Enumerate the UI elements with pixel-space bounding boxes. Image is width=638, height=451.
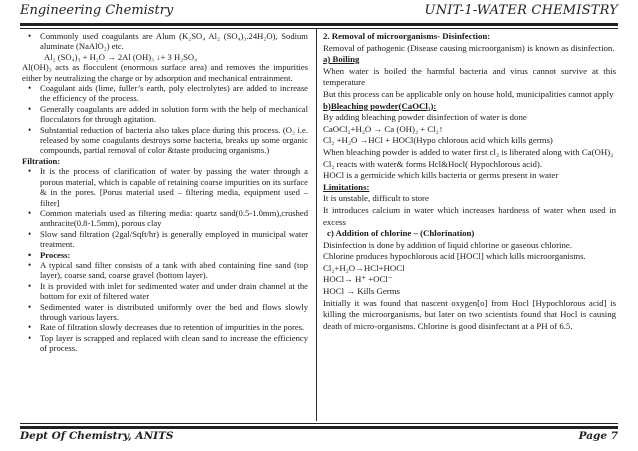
bleaching-heading: b)Bleaching powder(CaOCl₂): [323,100,437,111]
chlorination-text: Disinfection is done by addition of liquid chlorine or gaseous chlorine. [323,239,572,250]
page-number: Page 7 [578,430,618,442]
bleaching-text: When bleaching powder is added to water first cl₂ is liberated along with Ca(OH)₂ [323,146,614,157]
bleaching-text: By adding bleaching powder disinfection of water is done [323,112,527,123]
boiling-text: When water is boiled the harmful bacteria and virus cannot survive at this temperature [323,65,616,88]
footer-department: Dept Of Chemistry, ANITS [20,430,174,442]
coagulation-equation: Al₂ (SO₄)₃ + H₂O → 2Al (OH)₃ ↓+ 3 H₂SO₄ [44,51,198,62]
header-title: Engineering Chemistry [20,3,174,18]
limitations-text: It introduces calcium in water which increases hardness of water when used in excess [323,204,616,227]
footer-rule [20,423,618,429]
list-item: • It is provided with inlet for sedimented water and under drain channel at the bottom for exit of filtered water [22,281,308,302]
disinfection-heading: 2. Removal of microorganisms- Disinfection: [323,31,491,41]
list-item: • Generally coagulants are added in solution form with the help of mechanical flocculators for through agitation. [22,104,308,125]
list-item: • Top layer is scrapped and replaced with clean sand to increase the efficiency of process. [22,333,308,354]
bleaching-equation: CaOCl₂+H₂O → Ca (OH)₂ + Cl₂↑ [323,123,444,134]
list-item: • Commonly used coagulants are Alum (K₂SO₄ Al₂ (SO₄)₃.24H₂O), Sodium aluminate (NaAlO₂) etc. [22,31,308,52]
boiling-heading: a) Boiling [323,54,360,65]
boiling-text: But this process can be applicable only on house hold, municipalities cannot apply [323,88,614,99]
chlorination-equation: HOCl→ H⁺ +OCl⁻ [323,274,393,285]
page-header [20,3,618,21]
filtration-heading: Filtration: [22,155,61,166]
bleaching-text: HOCl is a germicide which kills bacteria or germs present in water [323,170,559,181]
filtration-list [22,166,308,353]
page-footer [20,430,618,446]
coagulation-list-2 [22,83,308,156]
column-divider [316,29,317,421]
list-item: • Sedimented water is distributed uniformly over the bed and flows slowly through various layers. [22,302,308,323]
limitations-heading: Limitations: [323,181,370,192]
left-column [22,31,308,354]
chlorination-text: Initially it was found that nascent oxygen[o] from Hocl [Hypochlorous acid] is killing the microorganisms, but later on two scientists found that Hocl is causing death of micro-organisms. Chlorine is good disinfectant at a PH of 6.5. [323,297,616,331]
list-item: • Substantial reduction of bacteria also takes place during this process. (O₂ i.e. released by some coagulants destroys some bacteria, breaks up some organic compounds, partial removal of color &taste producing organisms.) [22,125,308,156]
list-item: • A typical sand filter consists of a tank with abed containing fine sand (top layer), coarse sand, coarse gravel (bottom layer). [22,260,308,281]
chlorination-equation: Cl₂+H₂O→HCl+HOCl [323,262,405,273]
limitations-text: It is unstable, difficult to store [323,193,429,204]
chlorination-equation: HOCl → Kills Germs [323,286,400,297]
list-item: • Rate of filtration slowly decreases due to retention of impurities in the pores. [22,322,308,332]
right-column [323,31,616,332]
chlorination-text: Chlorine produces hypochlorous acid [HOCl] which kills microorganisms. [323,251,586,262]
disinfection-text: Removal of pathogenic (Disease causing microorganism) is known as disinfection. [323,42,615,53]
header-rule [20,23,618,29]
header-unit: UNIT-1-WATER CHEMISTRY [424,3,618,18]
bleaching-text: Cl₂ reacts with water& forms Hcl&Hocl( Hypochlorous acid). [323,158,543,169]
bleaching-equation: Cl₂ +H₂O →HCl + HOCl(Hypo chlorous acid which kills germs) [323,135,553,146]
coagulation-list [22,31,308,52]
list-item: • Common materials used as filtering media: quartz sand(0.5-1.0mm),crushed anthracite(0.8-1.5mm), porous clay [22,208,308,229]
chlorination-heading: c) Addition of chlorine – (Chlorination) [327,228,475,239]
list-item: • Process: [22,250,308,260]
list-item: • It is the process of clarification of water by passing the water through a porous material, which is capable of retaining coarse impurities on its surface & in the pores. [Porus material used – filtering media, equipment used – filter] [22,166,308,208]
list-item: • Slow sand filtration (2gal/Sqft/hr) is generally employed in municipal water treatment. [22,229,308,250]
coagulation-paragraph: Al(OH)₃ acts as flocculent (enormous surface area) and removes the impurities either by neutralizing the charge or by adsorption and mechanical entrainment. [22,62,308,83]
list-item: • Coagulant aids (lime, fuller’s earth, poly electrolytes) are added to increase the efficiency of the process. [22,83,308,104]
